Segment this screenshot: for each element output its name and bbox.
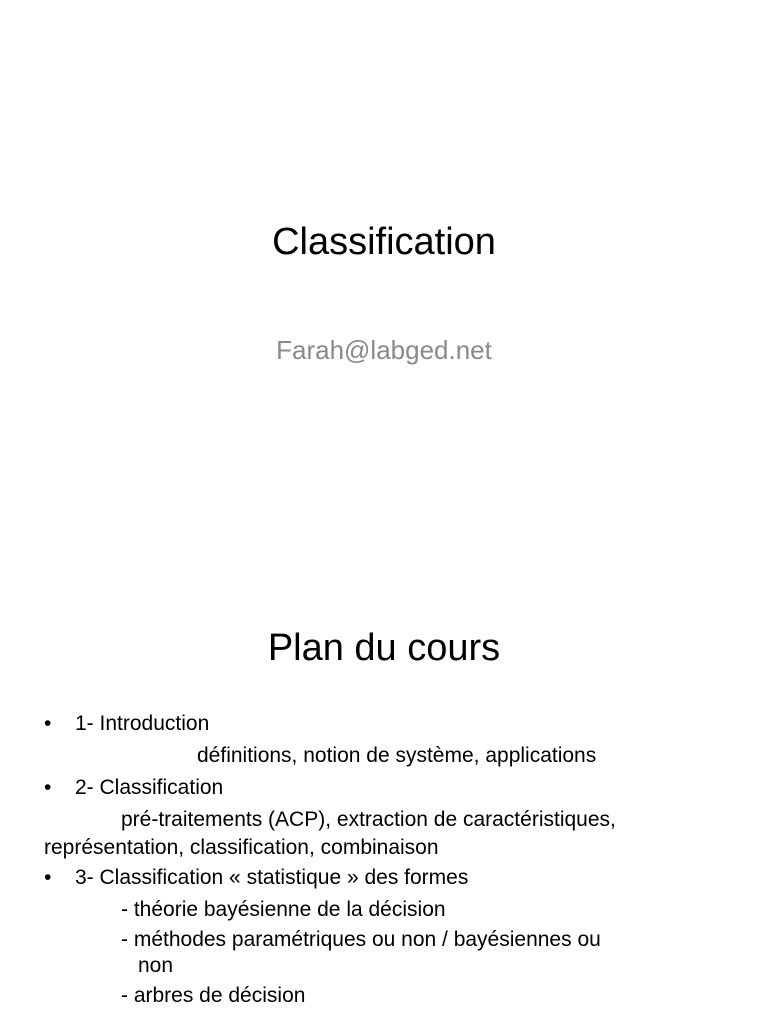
outline-slide <box>0 576 768 1024</box>
bullet-icon: • <box>44 776 52 799</box>
outline-item-label: 2- Classification <box>75 776 224 799</box>
outline-subitem: - méthodes paramétriques ou non / bayésiennes ou <box>121 928 601 951</box>
outline-item-statistical-classification <box>44 864 724 896</box>
outline-item-classification <box>44 774 724 806</box>
author-email: Farah@labged.net <box>276 335 492 365</box>
slide-title: Classification <box>272 221 496 263</box>
outline-item-label: 1- Introduction <box>75 712 210 735</box>
outline-title: Plan du cours <box>267 627 501 669</box>
bullet-icon: • <box>44 712 52 735</box>
outline-subitem: - théorie bayésienne de la décision <box>121 898 446 921</box>
outline-item-introduction <box>44 710 724 742</box>
outline-subitem: - arbres de décision <box>121 984 306 1007</box>
outline-subitem: définitions, notion de système, applications <box>197 744 597 767</box>
outline-item-label: 3- Classification « statistique » des formes <box>75 866 469 889</box>
bullet-icon: • <box>44 866 52 889</box>
outline-subitem-continuation: représentation, classification, combinaison <box>44 836 439 859</box>
outline-subitem: pré-traitements (ACP), extraction de caractéristiques, <box>121 808 616 831</box>
outline-list <box>44 710 724 1012</box>
outline-subitem-continuation: non <box>138 954 174 977</box>
